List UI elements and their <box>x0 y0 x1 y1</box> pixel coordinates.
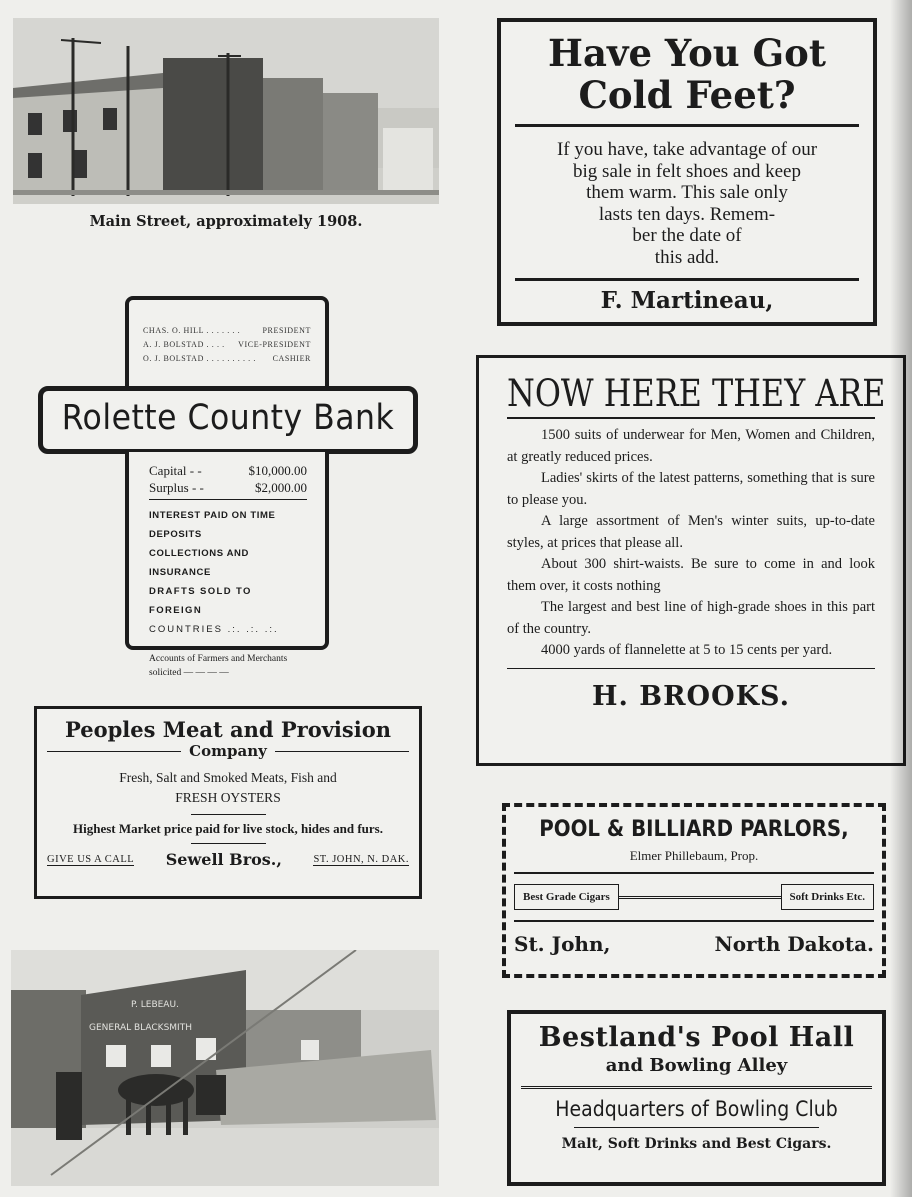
peoples-meat-ad <box>34 706 422 899</box>
blacksmith-photo <box>11 950 439 1186</box>
meat-title: Peoples Meat and Provision <box>65 717 391 742</box>
bank-details-box: Capital - - $10,000.00 Surplus - - $2,000.00 INTEREST PAID ON TIME DEPOSITS COLLECTIONS AND INSURANCE DRAFTS SOLD TO FOREIGN COUNTRIES .:. .:. .:. Accounts of Farmers and Merchants solicited — — — — <box>125 452 329 650</box>
page-gutter <box>890 0 912 1197</box>
pool-parlors-ad <box>502 803 886 978</box>
main-street-caption: Main Street, approximately 1908. <box>89 213 363 230</box>
bestland-ad <box>507 1010 886 1186</box>
cold-feet-headline-1: Have You Got <box>548 31 826 75</box>
bestland-footer: Malt, Soft Drinks and Best Cigars. <box>561 1136 832 1152</box>
cold-feet-body: If you have, take advantage of our big sale in felt shoes and keep them warm. This sale only lasts ten days. Remem- ber the date of this add. <box>556 139 818 268</box>
meat-call: GIVE US A CALL <box>47 853 135 865</box>
cold-feet-signature: F. Martineau, <box>600 287 774 314</box>
cold-feet-ad <box>497 18 877 326</box>
bank-officers-box: CHAS. O. HILL . . . . . . . PRESIDENT A. J. BOLSTAD . . . . VICE-PRESIDENT O. J. BOLSTAD . . . . . . . . . . CASHIER <box>125 296 329 388</box>
meat-line-1: Fresh, Salt and Smoked Meats, Fish and <box>119 770 337 785</box>
meat-market-line: Highest Market price paid for live stock, hides and furs. <box>73 821 383 836</box>
brooks-headline: NOW HERE THEY ARE <box>507 372 886 415</box>
meat-line-2: FRESH OYSTERS <box>175 790 281 805</box>
pool-left-box: Best Grade Cigars <box>514 884 619 910</box>
brooks-signature: H. BROOKS. <box>591 680 790 712</box>
blacksmith-sign-line-2: GENERAL BLACKSMITH <box>89 1023 192 1033</box>
bestland-headquarters: Headquarters of Bowling Club <box>555 1097 838 1121</box>
bestland-subtitle: and Bowling Alley <box>605 1055 788 1076</box>
main-street-photo <box>13 18 439 204</box>
pool-city: St. John, <box>514 932 611 956</box>
pool-proprietor: Elmer Phillebaum, Prop. <box>629 848 759 863</box>
pool-title: POOL & BILLIARD PARLORS, <box>539 817 849 842</box>
bestland-title: Bestland's Pool Hall <box>538 1022 855 1053</box>
pool-state: North Dakota. <box>714 932 874 956</box>
blacksmith-sign-line-1: P. LEBEAU. <box>131 1000 179 1010</box>
pool-right-box: Soft Drinks Etc. <box>781 884 874 910</box>
cold-feet-headline-2: Cold Feet? <box>578 73 796 117</box>
meat-subtitle: Company <box>189 742 267 760</box>
meat-owner: Sewell Bros., <box>165 850 282 869</box>
brooks-ad <box>476 355 906 766</box>
meat-location: ST. JOHN, N. DAK. <box>313 853 409 865</box>
bank-name: Rolette County Bank <box>38 386 418 454</box>
brooks-body: 1500 suits of underwear for Men, Women and Children, at greatly reduced prices. Ladies' skirts of the latest patterns, something that is sure to please you. A large assortment of Men's winter suits, up-to-date styles, at prices that please all. About 300 shirt-waists. Be sure to come in and look them over, it costs nothing The largest and best line of high-grade shoes in this part of the country. 4000 yards of flannelette at 5 to 15 cents per yard. <box>507 427 875 658</box>
